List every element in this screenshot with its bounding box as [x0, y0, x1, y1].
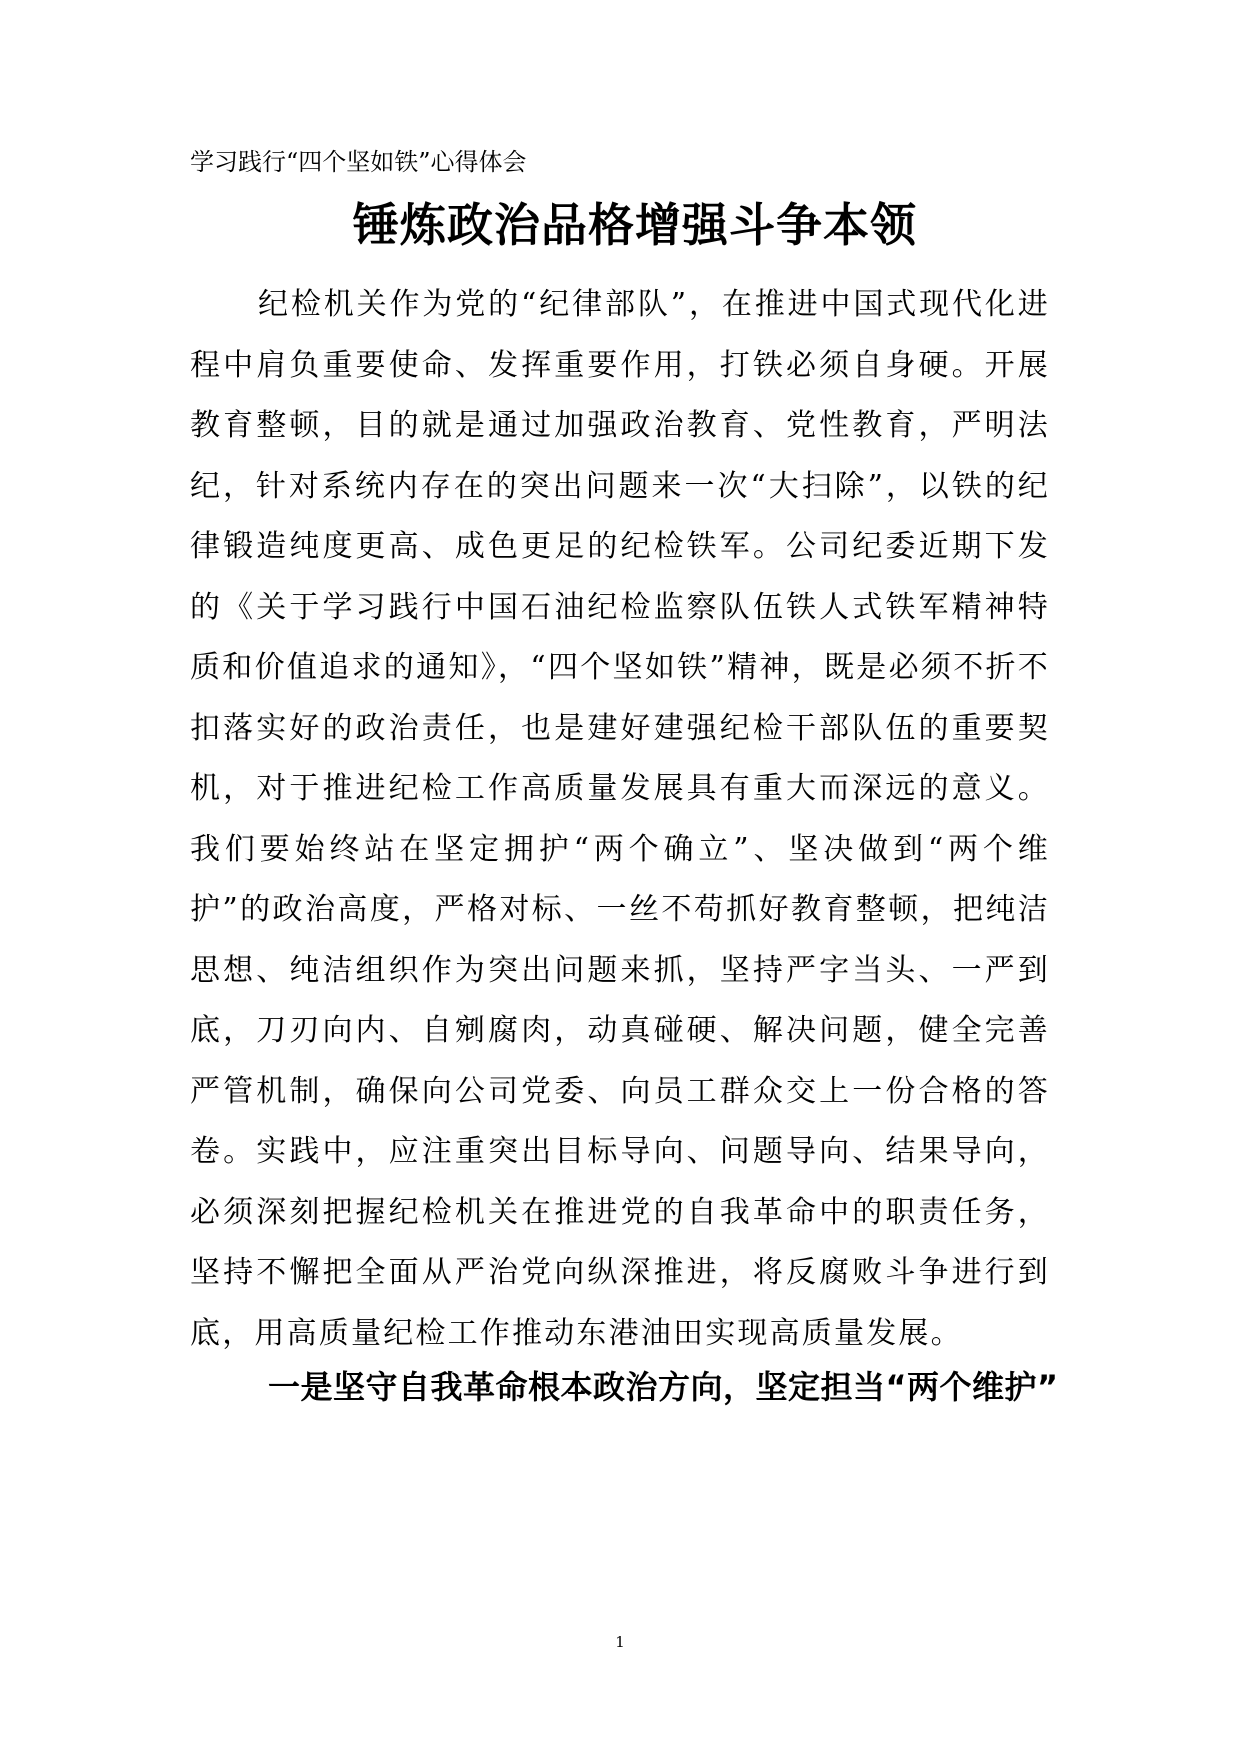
section-heading: 一是坚守自我革命根本政治方向，坚定担当“两个维护”	[268, 1368, 1059, 1406]
document-supertitle: 学习践行“四个坚如铁”心得体会	[190, 148, 527, 176]
page-number: 1	[615, 1633, 625, 1651]
document-title: 锤炼政治品格增强斗争本领	[353, 198, 917, 252]
document-title-wrapper	[0, 195, 1240, 255]
body-paragraph: 纪检机关作为党的“纪律部队”，在推进中国式现代化进程中肩负重要使命、发挥重要作用，打铁必须自身硬。开展教育整顿，目的就是通过加强政治教育、党性教育，严明法纪，针对系统内存在的突出问题来一次“大扫除”，以铁的纪律锻造纯度更高、成色更足的纪检铁军。公司纪委近期下发的《关于学习践行中国石油纪检监察队伍铁人式铁军精神特质和价值追求的通知》，“四个坚如铁”精神，既是必须不折不扣落实好的政治责任，也是建好建强纪检干部队伍的重要契机，对于推进纪检工作高质量发展具有重大而深远的意义。我们要始终站在坚定拥护“两个确立”、坚决做到“两个维护”的政治高度，严格对标、一丝不苟抓好教育整顿，把纯洁思想、纯洁组织作为突出问题来抓，坚持严字当头、一严到底，刀刃向内、自剜腐肉，动真碰硬、解决问题，健全完善严管机制，确保向公司党委、向员工群众交上一份合格的答卷。实践中，应注重突出目标导向、问题导向、结果导向，必须深刻把握纪检机关在推进党的自我革命中的职责任务，坚持不懈把全面从严治党向纵深推进，将反腐败斗争进行到底，用高质量纪检工作推动东港油田实现高质量发展。	[190, 287, 1050, 1351]
